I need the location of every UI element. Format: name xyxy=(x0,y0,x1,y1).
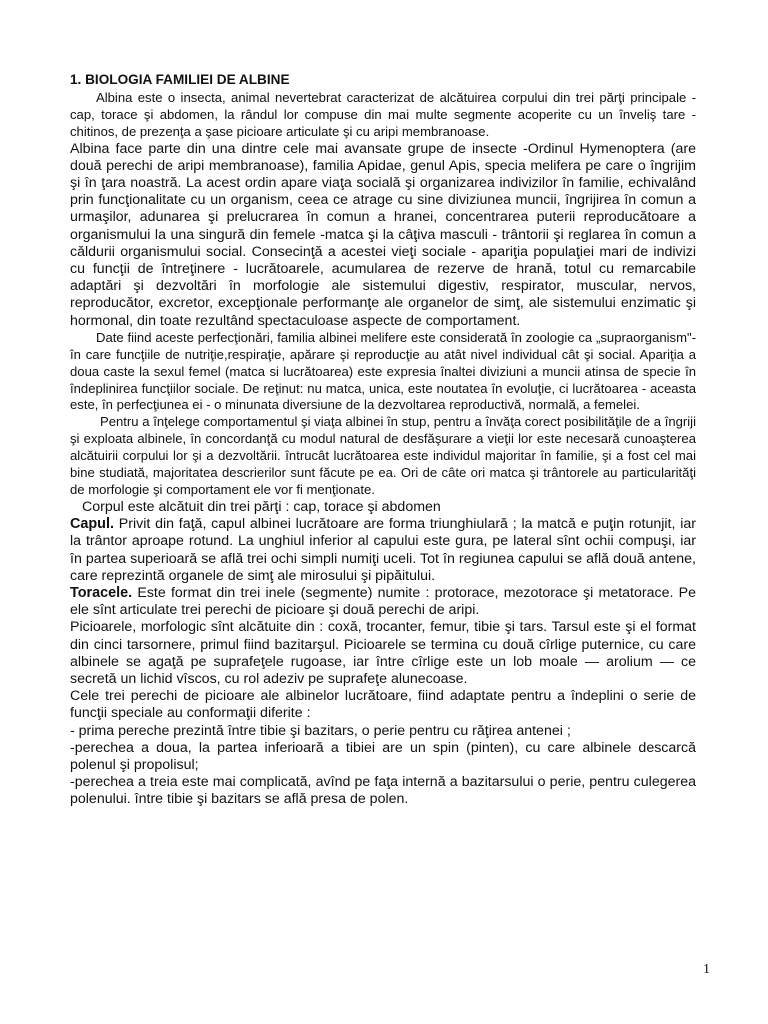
heading-toracele: Toracele. xyxy=(70,584,133,601)
document-title: 1. BIOLOGIA FAMILIEI DE ALBINE xyxy=(70,72,290,87)
page-number: 1 xyxy=(703,962,710,977)
paragraph-capul: Privit din faţă, capul albinei lucrătoare are forma triunghiulară ; la matcă e puţin rotunjit, iar la trântor aproape rotund. La unghiul inferior al capului este gura, pe lateral sînt ochii compuşi, iar în partea superioară se află trei ochi simpli numiţi uceli. Tot în regiunea capului se află două antene, care reprezintă organele de simţ ale mirosului şi pipăitului. xyxy=(70,516,696,584)
paragraph-intro: Albina este o insecta, animal nevertebrat caracterizat de alcătuirea corpului din trei părţi principale - cap, torace şi abdomen, la rândul lor compuse din mai multe segmente acoperite cu un înveliş tare - chitinos, de prezenţa a şase picioare articulate şi cu aripi membranoase. xyxy=(70,89,696,139)
paragraph-toracele: Este format din trei inele (segmente) numite : protorace, mezotorace şi metatorace. Pe ele sînt articulate trei perechi de picioare şi două perechi de aripi. xyxy=(70,584,697,619)
paragraph-classification: Albina face parte din una dintre cele mai avansate grupe de insecte -Ordinul Hymenoptera (are două perechi de aripi membranoase), familia Apidae, genul Apis, specia melifera pe care o îngrijim şi în ţara noastră. La acest ordin apare viaţa socială şi organizarea indivizilor în familie, echivalând prin funcţionalitate cu un organism, ceea ce atrage cu sine diviziunea muncii, îngrijirea în comun a urmaşilor, adunarea şi prelucrarea în comun a hranei, concentrarea puterii reproducătoare a organismului la una singură din femele -matca şi la câţiva masculi - trântorii şi reglarea în comun a căldurii organismului social. Consecinţă a acestei vieţi sociale - apariţia populaţiei mari de indivizi cu funcţii de întreţinere - lucrătoarele, acumularea de rezerve de hrană, totul cu remarcabile adaptări şi dezvoltări în morfologie ale sistemului digestiv, respirator, muscular, nervos, reproducător, excretor, excepţionale performanţe ale organelor de simţ, ale sistemului enzimatic şi hormonal, din toate rezultând spectaculoase aspecte de comportament. xyxy=(70,140,696,329)
heading-capul: Capul. xyxy=(70,516,114,533)
paragraph-body-parts: Corpul este alcătuit din trei părţi : cap, torace şi abdomen xyxy=(82,498,441,515)
paragraph-supraorganism: Date fiind aceste perfecţionări, familia albinei melifere este considerată în zoologie ca „supraorganism"- în care funcţiile de nutriţie,respiraţie, apărare şi reproducţie au atât nivel individual cât şi social. Apariţia a doua caste la sexul femel (matca si lucrătoarea) este expresia înaltei diviziuni a muncii atinsa de specie în îndeplinirea funcţiilor sociale. De reţinut: nu matca, unica, este noutatea în evoluţie, ci lucrătoarea - aceasta este, în perfecţiunea ei - o minunata diversiune de la dezvoltarea reproductivă, normală, a femelei. xyxy=(70,329,696,413)
paragraph-study: Pentru a înţelege comportamentul şi viaţa albinei în stup, pentru a învăţa corect posibilităţile de a îngriji şi exploata albinele, în concordanţă cu modul natural de desfăşurare a vieţii lor este necesară cunoaşterea alcătuirii corpului lor şi a dezvoltării. întrucât lucrătoarea este individul majoritar în familie, şi a fost cel mai bine studiată, majoritatea descrierilor sunt făcute pe ea. Ori de câte ori matca şi trântorele au particularităţi de morfologie şi comportament ele vor fi menţionate. xyxy=(70,414,696,498)
list-item-third-pair: -perechea a treia este mai complicată, avînd pe faţa internă a bazitarsului o perie, pentru culegerea polenului. între tibie şi bazitars se află presa de polen. xyxy=(70,774,696,808)
paragraph-leg-pairs: Cele trei perechi de picioare ale albinelor lucrătoare, fiind adaptate pentru a îndeplini o serie de funcţii speciale au conformaţii diferite : xyxy=(70,688,696,722)
paragraph-picioarele: Picioarele, morfologic sînt alcătuite din : coxă, trocanter, femur, tibie şi tars. Tarsul este şi el format din cinci tarsornere, primul fiind bazitarşul. Picioarele se termina cu două cîrlige puternice, cu care albinele se agaţă pe suprafeţele rugoase, iar între cîrligе este un lob moale — arolium — ce secretă un lichid vîscos, cu rol adeziv pe suprafeţe alunecoase. xyxy=(70,619,696,687)
list-item-first-pair: - prima pereche prezintă între tibie şi bazitars, o perie pentru cu răţirea antenei ; xyxy=(70,722,571,739)
document-page xyxy=(70,72,696,809)
list-item-second-pair: -perechea a doua, la partea inferioară a tibiei are un spin (pinten), cu care albinele descarcă polenul şi propolisul; xyxy=(70,739,696,773)
